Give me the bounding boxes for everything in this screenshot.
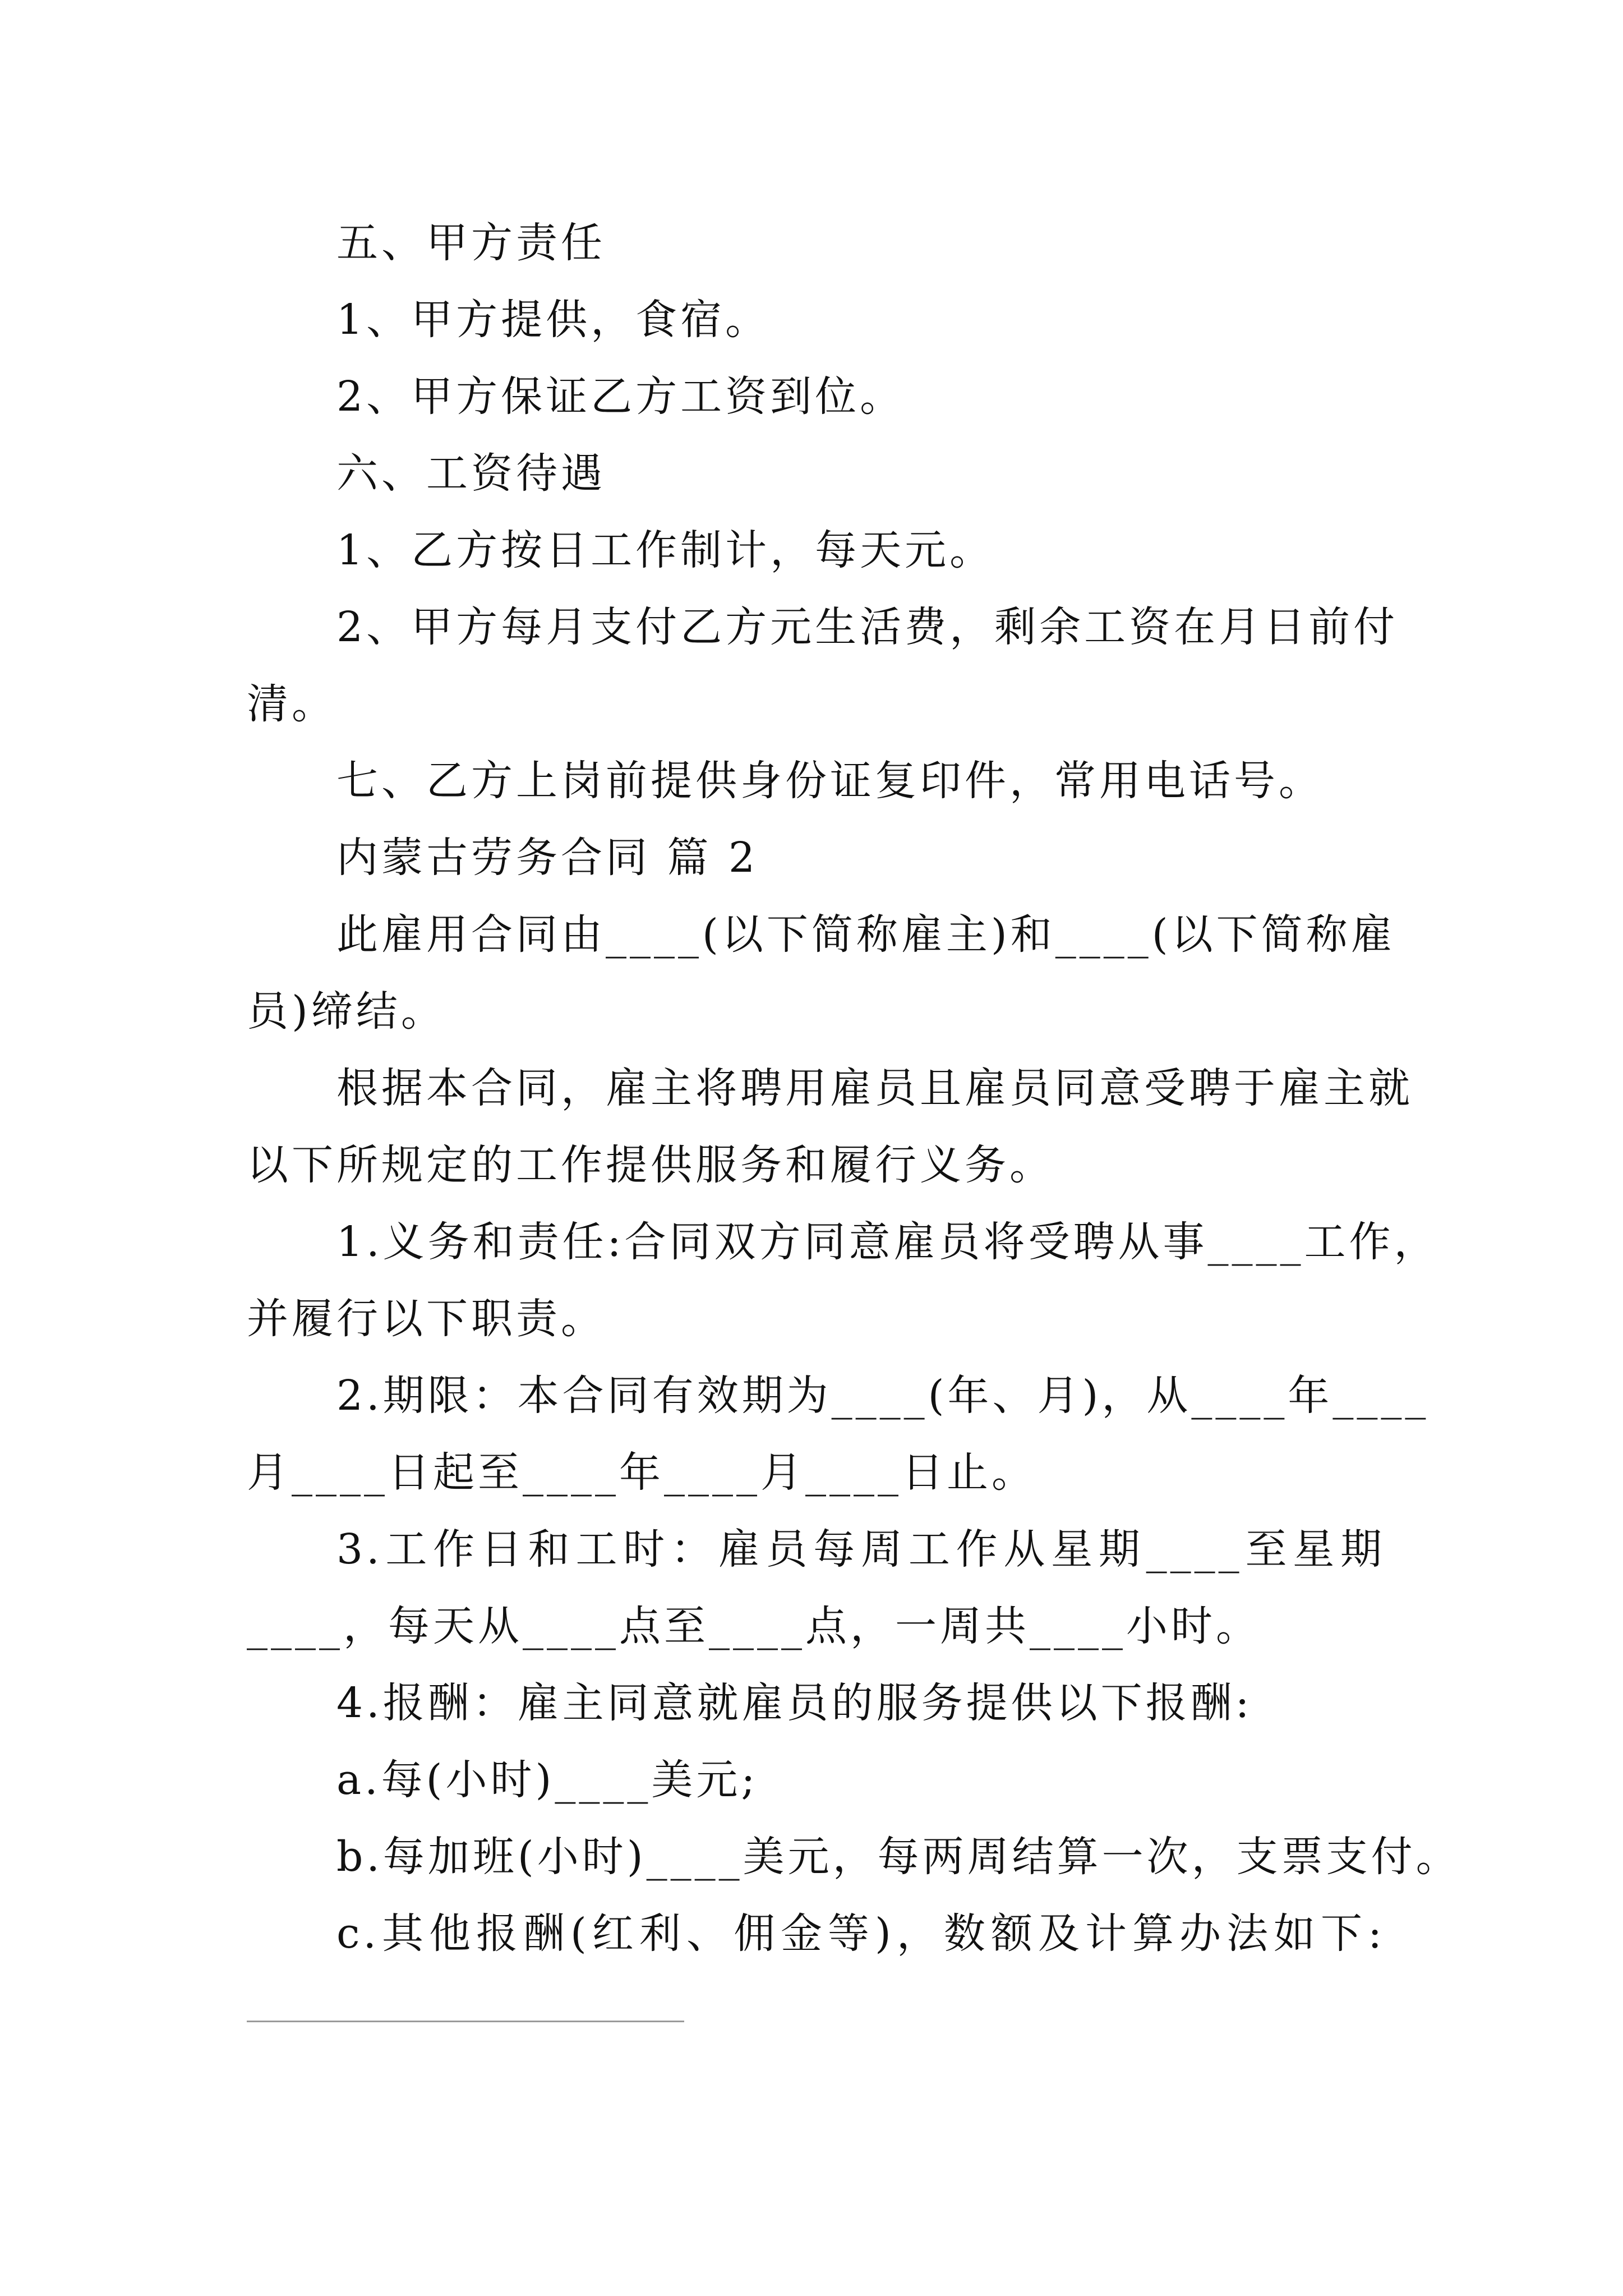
section-heading-6: 六、工资待遇: [336, 449, 606, 498]
clause-1: 1.义务和责任:合同双方同意雇员将受聘从事____工作，: [336, 1218, 1439, 1266]
footer-divider: [247, 2021, 684, 2022]
text-line: ____，每天从____点至____点，一周共____小时。: [247, 1602, 1261, 1650]
text-line: 月____日起至____年____月____日止。: [247, 1448, 1036, 1497]
article-title: 内蒙古劳务合同 篇 2: [336, 834, 759, 882]
clause-4: 4.报酬：雇主同意就雇员的服务提供以下报酬:: [336, 1679, 1253, 1727]
text-line: 此雇用合同由____(以下简称雇主)和____(以下简称雇: [336, 910, 1396, 959]
text-line: c.其他报酬(红利、佣金等)，数额及计算办法如下:: [336, 1910, 1385, 1958]
text-line: a.每(小时)____美元;: [336, 1756, 759, 1804]
clause-3: 3.工作日和工时：雇员每周工作从星期____至星期: [336, 1525, 1385, 1573]
section-heading-7: 七、乙方上岗前提供身份证复印件，常用电话号。: [336, 757, 1324, 805]
section-heading-5: 五、甲方责任: [336, 219, 606, 267]
text-line: 以下所规定的工作提供服务和履行义务。: [247, 1141, 1054, 1189]
text-line: 1、甲方提供，食宿。: [336, 296, 771, 344]
text-line: 员)缔结。: [247, 987, 446, 1036]
text-line: 2、甲方每月支付乙方元生活费，剩余工资在月日前付: [336, 603, 1399, 651]
text-line: 并履行以下职责。: [247, 1295, 606, 1343]
text-line: 根据本合同，雇主将聘用雇员且雇员同意受聘于雇主就: [336, 1064, 1413, 1112]
clause-2: 2.期限：本合同有效期为____(年、月)，从____年____: [336, 1372, 1430, 1420]
text-line: 1、乙方按日工作制计，每天元。: [336, 526, 995, 574]
text-line: 2、甲方保证乙方工资到位。: [336, 372, 905, 421]
text-line: 清。: [247, 680, 336, 728]
text-line: b.每加班(小时)____美元，每两周结算一次，支票支付。: [336, 1833, 1461, 1881]
